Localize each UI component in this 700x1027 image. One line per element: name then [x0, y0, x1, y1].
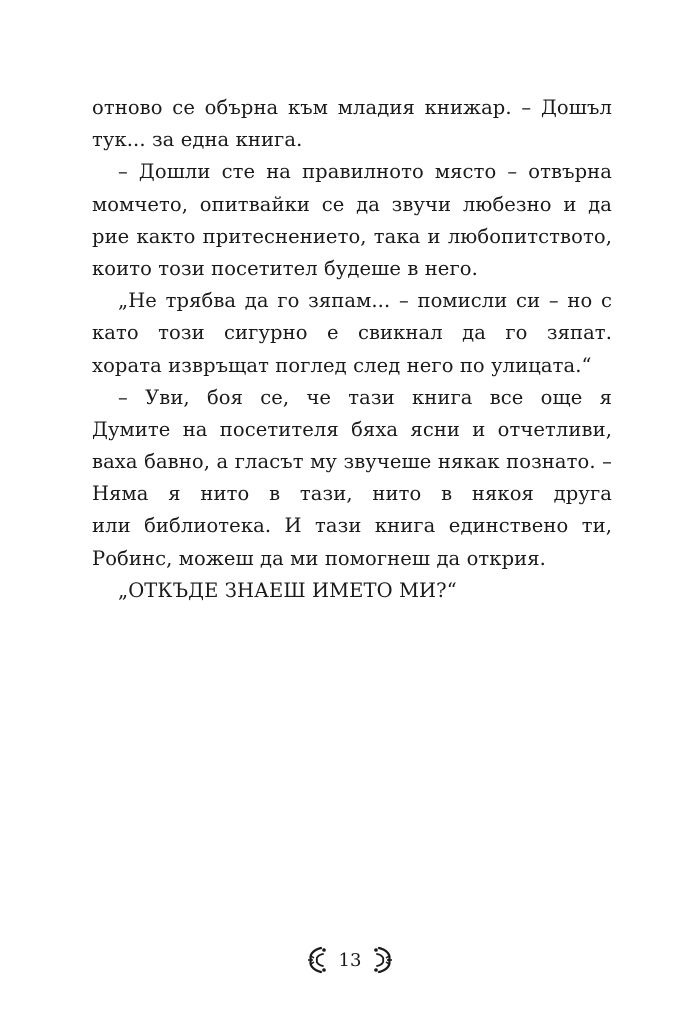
text-line: момчето, опитвайки се да звучи любезно и да	[92, 192, 612, 216]
text-line: отново се обърна към младия книжар. – Дошъл	[92, 96, 612, 119]
text-line: като този сигурно е свикнал да го зяпат.	[92, 321, 612, 345]
text-line: Робинс, можеш да ми помогнеш да открия.	[92, 546, 546, 570]
text-line: рие както притеснението, така и любопитството,	[92, 224, 612, 248]
text-line: „Не трябва да го зяпам... – помисли си – но с	[118, 289, 612, 313]
text-line: които този посетител будеше в него.	[92, 256, 478, 280]
text-line: – Уви, боя се, че тази книга все още я	[118, 385, 612, 409]
flourish-left-icon	[305, 945, 329, 975]
text-line: Няма я нито в тази, нито в някоя друга	[92, 482, 612, 506]
text-line: „ОТКЪДЕ ЗНАЕШ ИМЕТО МИ?“	[118, 578, 457, 602]
text-line: Думите на посетителя бяха ясни и отчетливи,	[92, 417, 612, 441]
page-footer	[0, 940, 700, 980]
page-number: 13	[338, 949, 362, 971]
text-line: ваха бавно, а гласът му звучеше някак познато. –	[92, 450, 612, 474]
text-line: тук... за една книга.	[92, 128, 303, 152]
text-line: хората извръщат поглед след него по улицата.“	[92, 353, 592, 377]
text-line: или библиотека. И тази книга единствено ти,	[92, 514, 612, 538]
text-line: – Дошли сте на правилното място – отвърна	[118, 160, 612, 184]
flourish-right-icon	[371, 945, 395, 975]
body-text	[92, 92, 612, 607]
